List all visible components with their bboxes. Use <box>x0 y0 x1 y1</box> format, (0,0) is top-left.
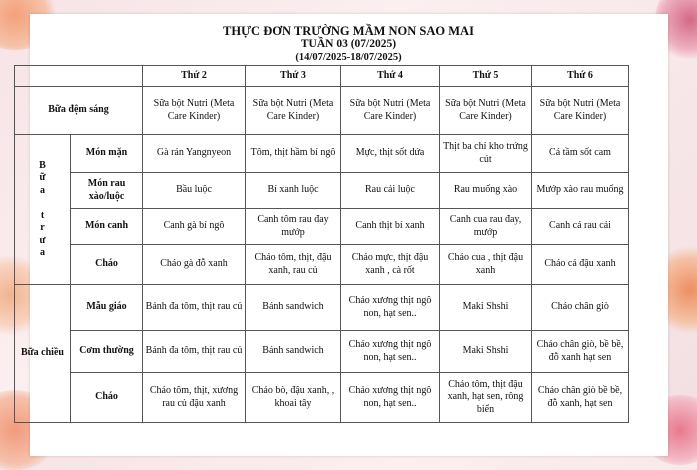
menu-cell: Gà rán Yangnyeon <box>143 135 246 173</box>
menu-cell: Cháo chân giò <box>532 285 629 331</box>
menu-cell: Sữa bột Nutri (Meta Care Kinder) <box>341 87 440 135</box>
meal-label: Bữa đệm sáng <box>15 87 143 135</box>
table-row <box>15 331 629 373</box>
menu-cell: Maki Shshi <box>440 331 532 373</box>
menu-cell: Canh cá rau cải <box>532 209 629 245</box>
menu-table <box>14 65 629 423</box>
menu-cell: Sữa bột Nutri (Meta Care Kinder) <box>143 87 246 135</box>
table-row <box>15 135 629 173</box>
menu-cell: Bầu luộc <box>143 173 246 209</box>
menu-cell: Tôm, thịt hầm bí ngô <box>246 135 341 173</box>
menu-cell: Sữa bột Nutri (Meta Care Kinder) <box>440 87 532 135</box>
menu-cell: Cháo mực, thịt đậu xanh , cà rốt <box>341 245 440 285</box>
menu-cell: Canh tôm rau đay mướp <box>246 209 341 245</box>
table-header-row <box>15 66 629 87</box>
menu-cell: Canh cua rau đay, mướp <box>440 209 532 245</box>
menu-cell: Mực, thịt sốt dứa <box>341 135 440 173</box>
menu-cell: Thịt ba chỉ kho trứng cút <box>440 135 532 173</box>
dish-type-label: Cơm thường <box>71 331 143 373</box>
meal-label-vertical: B ữ a t r ư a <box>15 135 71 285</box>
menu-dates: (14/07/2025-18/07/2025) <box>295 52 402 63</box>
table-row <box>15 173 629 209</box>
menu-cell: Rau cải luộc <box>341 173 440 209</box>
header-empty-cell <box>15 66 143 87</box>
table-row <box>15 87 629 135</box>
day-header: Thứ 6 <box>532 66 629 87</box>
menu-cell: Cháo cua , thịt đậu xanh <box>440 245 532 285</box>
menu-cell: Bánh sandwich <box>246 331 341 373</box>
menu-cell: Cháo tôm, thịt, đậu xanh, rau củ <box>246 245 341 285</box>
dish-type-label: Cháo <box>71 373 143 423</box>
menu-cell: Canh gà bí ngô <box>143 209 246 245</box>
menu-title: THỰC ĐƠN TRƯỜNG MẦM NON SAO MAI <box>223 24 474 38</box>
day-header: Thứ 3 <box>246 66 341 87</box>
day-header: Thứ 4 <box>341 66 440 87</box>
menu-cell: Cá tầm sốt cam <box>532 135 629 173</box>
menu-cell: Bánh đa tôm, thịt rau củ <box>143 285 246 331</box>
menu-cell: Canh thịt bí xanh <box>341 209 440 245</box>
menu-cell: Cháo xương thịt ngô non, hạt sen.. <box>341 285 440 331</box>
day-header: Thứ 5 <box>440 66 532 87</box>
dish-type-label: Cháo <box>71 245 143 285</box>
menu-cell: Bánh sandwich <box>246 285 341 331</box>
menu-cell: Sữa bột Nutri (Meta Care Kinder) <box>532 87 629 135</box>
menu-cell: Cháo bò, đậu xanh, , khoai tây <box>246 373 341 423</box>
dish-type-label: Món canh <box>71 209 143 245</box>
menu-cell: Cháo chân giò bề bề, đỗ xanh, hạt sen <box>532 373 629 423</box>
table-row <box>15 285 629 331</box>
dish-type-label: Món mặn <box>71 135 143 173</box>
dish-type-label: Mẫu giáo <box>71 285 143 331</box>
table-row <box>15 245 629 285</box>
menu-cell: Cháo xương thịt ngô non, hạt sen.. <box>341 373 440 423</box>
dish-type-label: Món rau xào/luộc <box>71 173 143 209</box>
menu-cell: Bánh đa tôm, thịt rau củ <box>143 331 246 373</box>
menu-cell: Cháo gà đỗ xanh <box>143 245 246 285</box>
menu-cell: Rau muống xào <box>440 173 532 209</box>
day-header: Thứ 2 <box>143 66 246 87</box>
table-row <box>15 373 629 423</box>
meal-label: Bữa chiều <box>15 285 71 423</box>
menu-cell: Maki Shshi <box>440 285 532 331</box>
menu-week: TUẦN 03 (07/2025) <box>300 38 397 50</box>
menu-cell: Cháo cá đậu xanh <box>532 245 629 285</box>
menu-cell: Cháo tôm, thịt đậu xanh, hạt sen, rông biển <box>440 373 532 423</box>
menu-cell: Cháo xương thịt ngô non, hạt sen.. <box>341 331 440 373</box>
menu-cell: Cháo tôm, thịt, xương rau củ đậu xanh <box>143 373 246 423</box>
menu-cell: Mướp xào rau muống <box>532 173 629 209</box>
menu-cell: Bí xanh luộc <box>246 173 341 209</box>
menu-cell: Cháo chân giò, bề bề, đỗ xanh hạt sen <box>532 331 629 373</box>
menu-cell: Sữa bột Nutri (Meta Care Kinder) <box>246 87 341 135</box>
table-row <box>15 209 629 245</box>
